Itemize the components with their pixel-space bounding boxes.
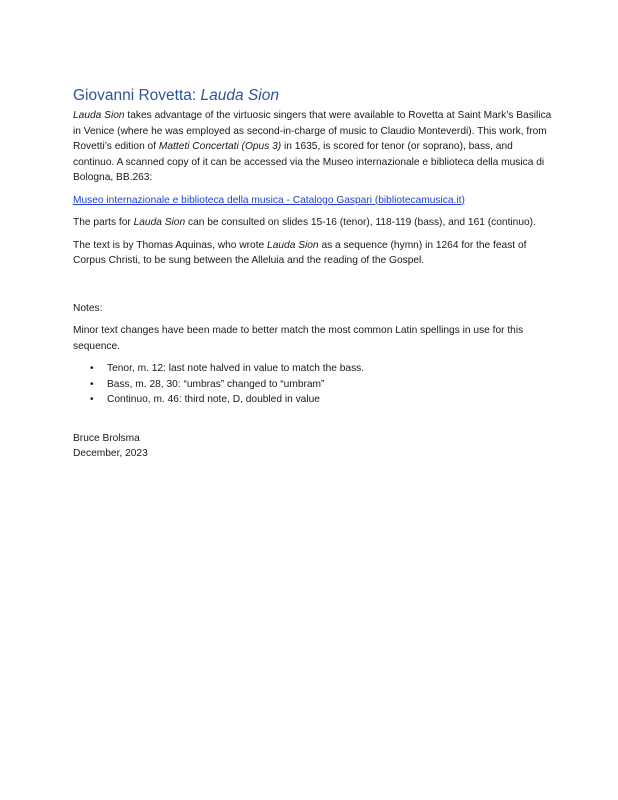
title-work: Lauda Sion	[200, 87, 279, 104]
origin-text-b: as a sequence (hymn) in 1264 for the feast of Corpus Christi, to be sung between the Alleluia and the reading of the Gospel.	[73, 239, 527, 266]
document-body	[73, 86, 553, 462]
origin-text-a: The text is by Thomas Aquinas, who wrote	[73, 239, 268, 251]
catalogo-gaspari-link[interactable]: Museo internazionale e biblioteca della musica - Catalogo Gaspari (bibliotecamusica.it)	[73, 194, 465, 206]
edition-name-italic: Matteti Concertati (Opus 3)	[158, 141, 282, 152]
text-origin-paragraph	[73, 238, 553, 269]
work-name-italic: Lauda Sion	[267, 239, 319, 251]
intro-text-b: in 1635, is scored for tenor (or soprano), bass, and continuo. A scanned copy of it can be accessed via the Museo internazionale e biblioteca della musica di Bologna, BB.263:	[73, 141, 545, 183]
parts-text-a: The parts for	[73, 217, 134, 228]
notes-intro: Minor text changes have been made to better match the most common Latin spellings in use for this sequence.	[73, 325, 524, 352]
notes-list	[73, 361, 553, 408]
document-title	[73, 86, 553, 106]
notes-heading: Notes:	[73, 302, 103, 314]
link-paragraph	[73, 193, 553, 209]
work-name-italic: Lauda Sion	[73, 110, 125, 121]
list-item: • Tenor, m. 12: last note halved in value to match the bass.	[73, 361, 553, 377]
author-name: Bruce Brolsma	[73, 432, 140, 444]
intro-paragraph	[73, 108, 553, 186]
work-name-italic: Lauda Sion	[133, 217, 186, 228]
notes-section	[73, 301, 553, 408]
list-item: • Continuo, m. 46: third note, D, doubled in value	[73, 392, 553, 408]
parts-text-b: can be consulted on slides 15-16 (tenor), 118-119 (bass), and 161 (continuo).	[185, 217, 536, 228]
signature-block	[73, 431, 553, 462]
list-item: • Bass, m. 28, 30: “umbras” changed to “umbram”	[73, 377, 553, 393]
signature-date: December, 2023	[73, 448, 148, 459]
title-composer: Giovanni Rovetta:	[73, 87, 201, 104]
parts-paragraph	[73, 215, 553, 231]
intro-text-a: takes advantage of the virtuosic singers that were available to Rovetta at Saint Mark’s Basilica in Venice (where he was employed as second-in-charge of music to Claudio Monteverdi). This work, from Rovetti’s edition of	[73, 110, 552, 152]
